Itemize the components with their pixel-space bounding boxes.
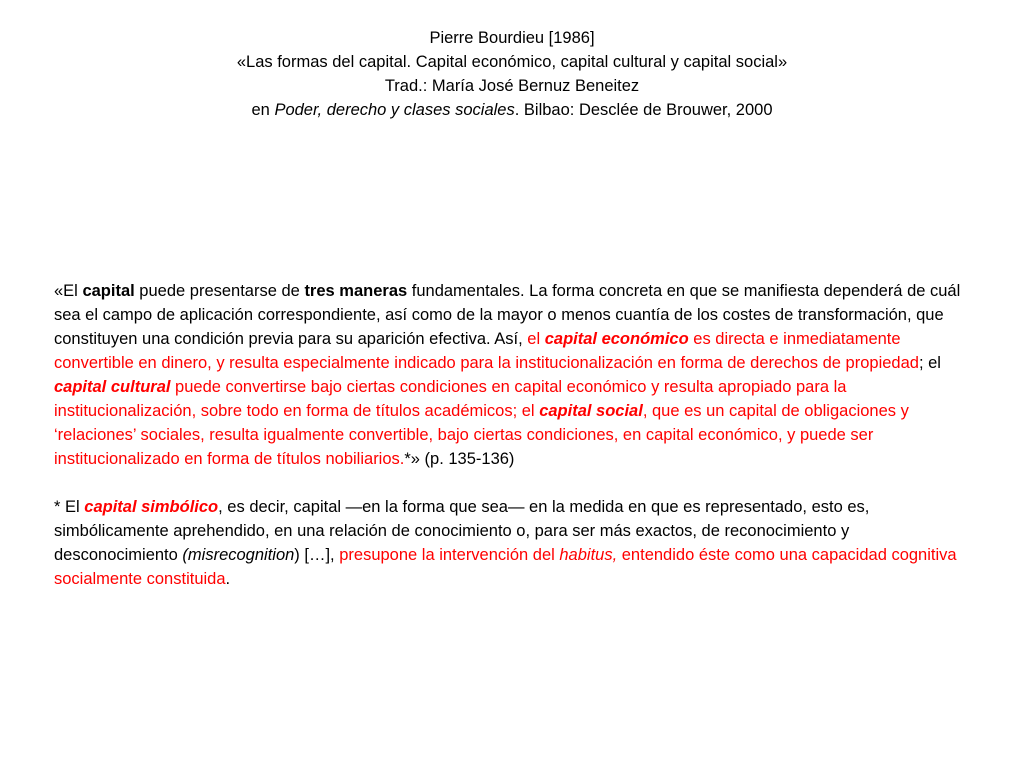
quote-text: puede presentarse de bbox=[134, 282, 305, 300]
footnote-text: , es decir, capital —en la forma que sea— en la medida en que es representado, esto es, simbólicamente aprehendido, en una relación de conocimiento o, para ser más exactos, de reconocimiento y desconocimiento bbox=[54, 498, 870, 564]
author-year: Pierre Bourdieu [1986] bbox=[429, 29, 595, 47]
term-habitus: habitus, bbox=[559, 546, 618, 564]
footnote-paragraph bbox=[54, 495, 974, 591]
quote-highlight: , que es un capital de obligaciones y ‘relaciones’ sociales, resulta igualmente convertible, bajo ciertas condiciones, en capital económico, y puede ser institucionalizado en forma de títulos nobiliarios. bbox=[54, 402, 909, 468]
quote-highlight: es directa e inmediatamente convertible en dinero, y resulta especialmente indicado para la institucionalización en forma de derechos de propiedad bbox=[54, 330, 919, 372]
book-title: Poder, derecho y clases sociales bbox=[274, 101, 515, 119]
term-capital-social: capital social bbox=[539, 402, 643, 420]
citation-header bbox=[40, 26, 984, 122]
footnote-text: ) […], bbox=[294, 546, 340, 564]
quote-emphasis: capital bbox=[82, 282, 135, 300]
quote-emphasis: tres maneras bbox=[304, 282, 408, 300]
publication-info bbox=[40, 98, 984, 122]
term-capital-cultural: capital cultural bbox=[54, 378, 171, 396]
publication-prefix: en bbox=[251, 101, 275, 119]
footnote-highlight: presupone la intervención del bbox=[339, 546, 560, 564]
quote-text: ; el bbox=[918, 354, 941, 372]
quote-text: fundamentales. La forma concreta en que se manifiesta dependerá de cuál sea el campo de aplicación correspondiente, así como de la mayor o menos cuantía de los costes de transformación, que constituyen una condición previa para su aparición efectiva. Así, bbox=[54, 282, 961, 348]
work-title: «Las formas del capital. Capital económico, capital cultural y capital social» bbox=[236, 53, 788, 71]
footnote-text: * El bbox=[54, 498, 85, 516]
quote-highlight: el bbox=[527, 330, 545, 348]
footnote-text: . bbox=[225, 570, 231, 588]
quote-text: «El bbox=[54, 282, 83, 300]
term-capital-simbolico: capital simbólico bbox=[84, 498, 219, 516]
footnote-highlight: entendido éste como una capacidad cognitiva socialmente constituida bbox=[54, 546, 957, 588]
quote-highlight: puede convertirse bajo ciertas condiciones en capital económico y resulta apropiado para la institucionalización, sobre todo en forma de títulos académicos; el bbox=[54, 378, 847, 420]
page-reference: *» (p. 135-136) bbox=[404, 450, 515, 468]
quote-paragraph bbox=[54, 279, 974, 471]
term-capital-economico: capital económico bbox=[544, 330, 689, 348]
translator: Trad.: María José Bernuz Beneitez bbox=[384, 77, 640, 95]
body-text bbox=[54, 279, 974, 591]
publisher: . Bilbao: Desclée de Brouwer, 2000 bbox=[514, 101, 773, 119]
footnote-italic: (misrecognition bbox=[182, 546, 295, 564]
